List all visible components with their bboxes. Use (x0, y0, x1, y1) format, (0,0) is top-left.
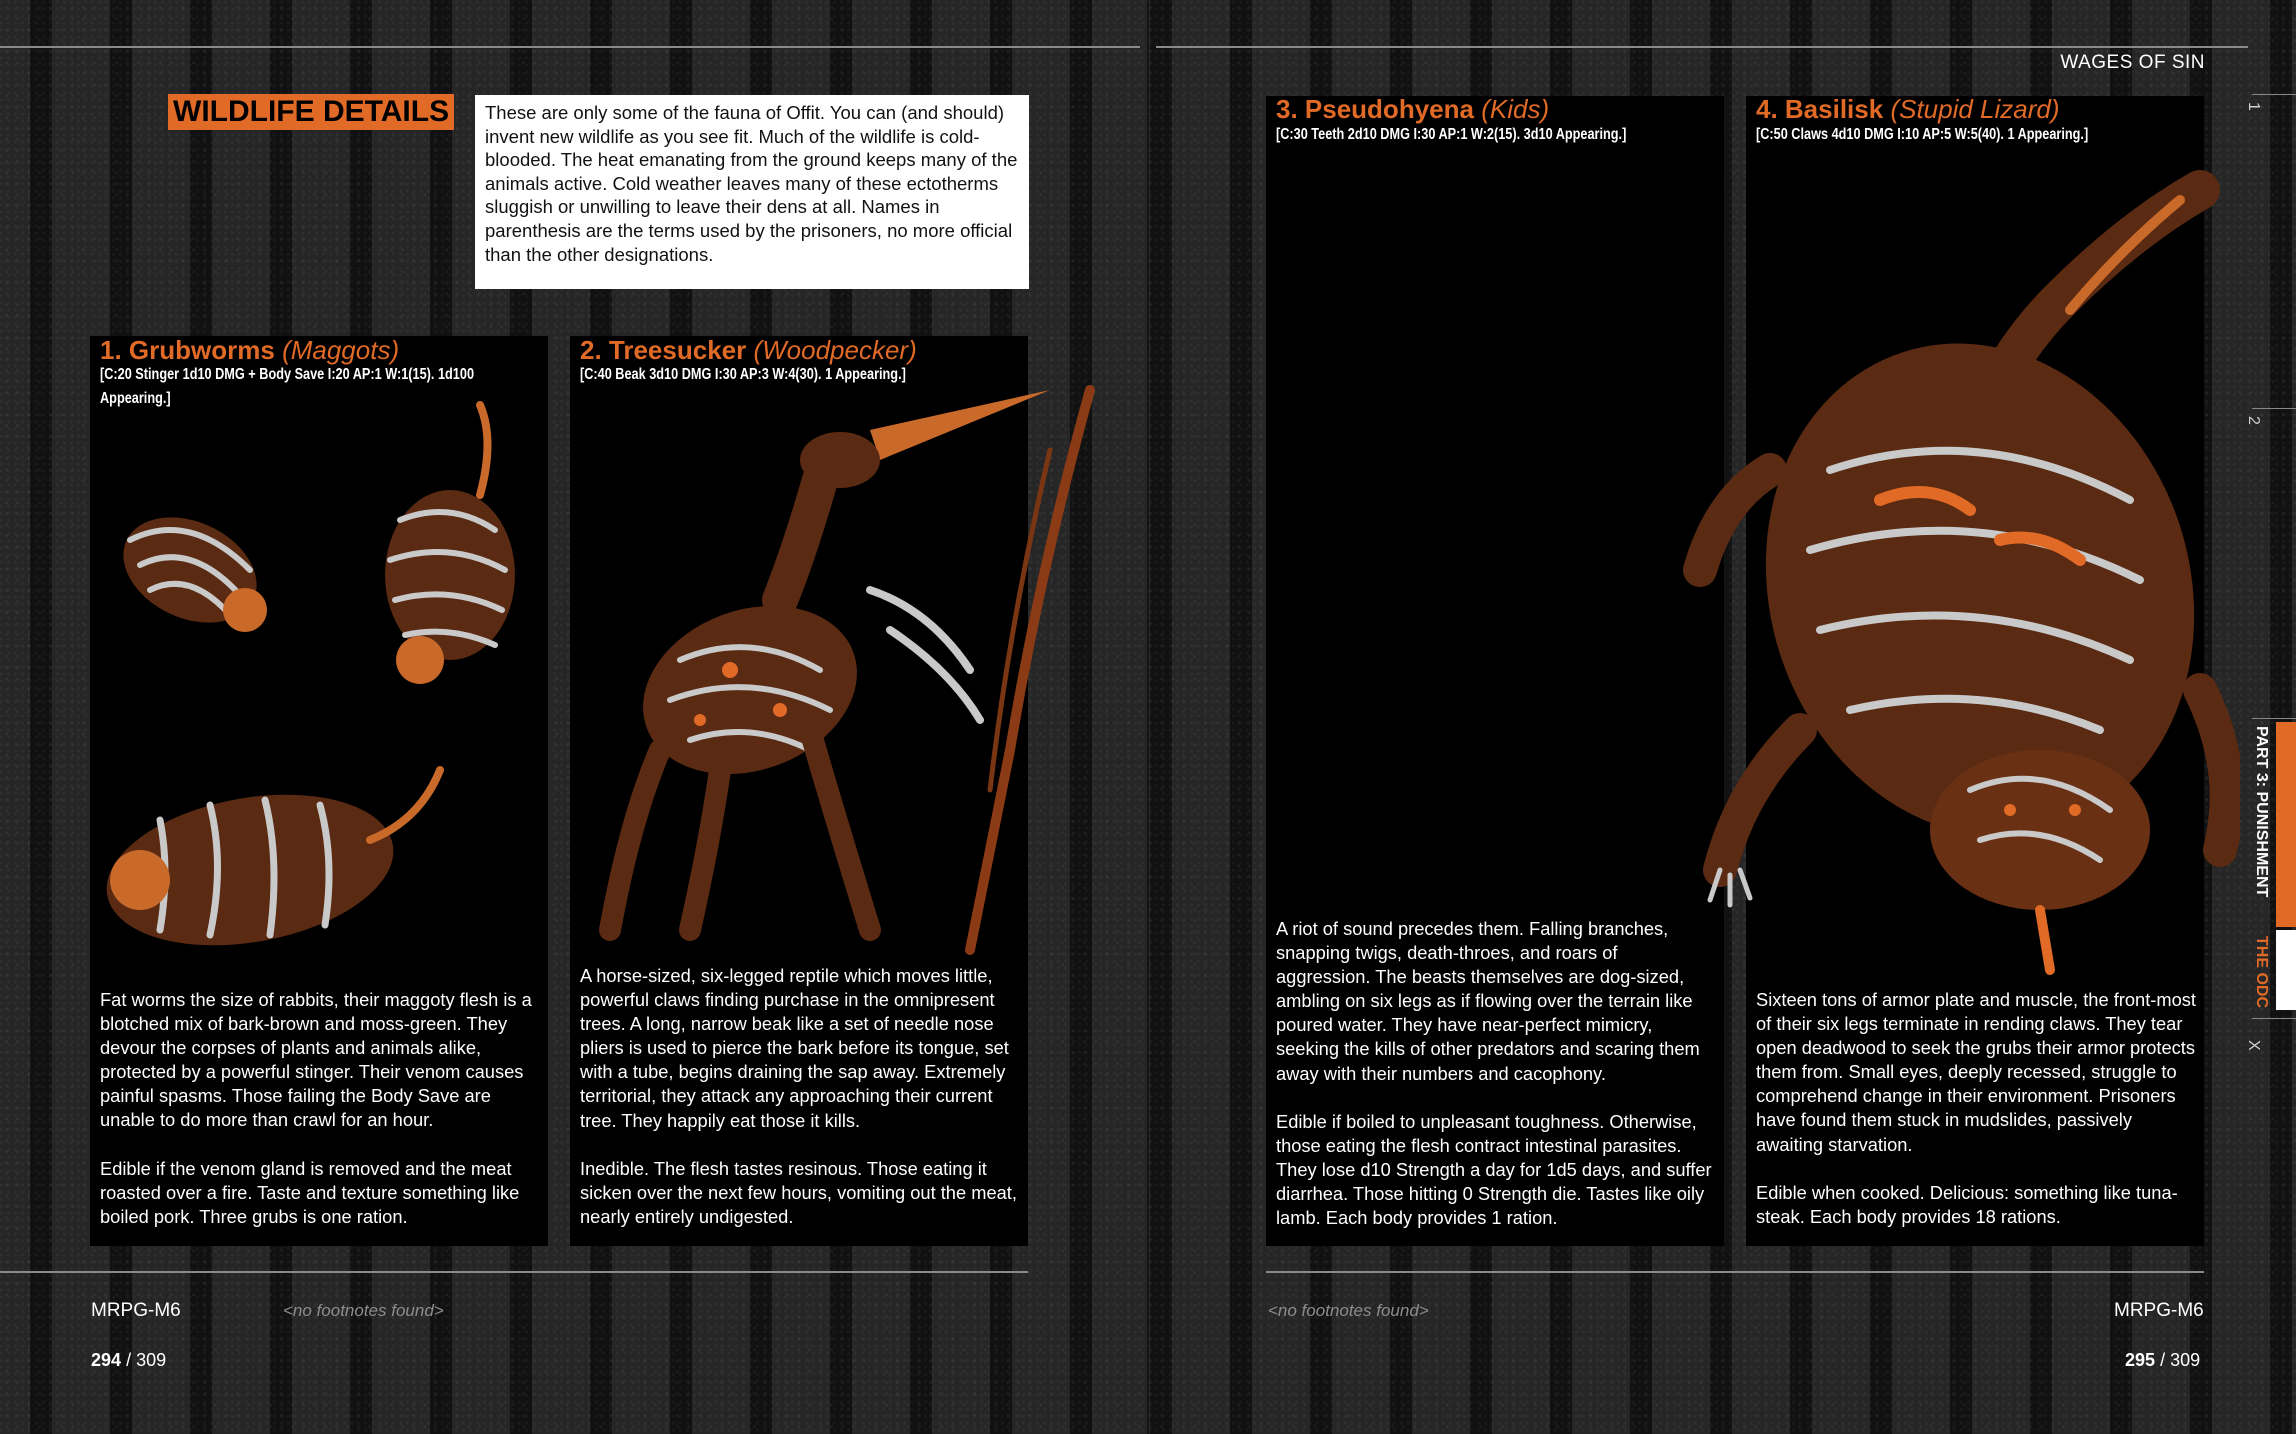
section-title: WILDLIFE DETAILS (168, 94, 454, 130)
footer-code-left: MRPG-M6 (91, 1300, 181, 1321)
creature-stats: [C:30 Teeth 2d10 DMG I:30 AP:1 W:2(15). 3d10 Appearing.] (1276, 126, 1627, 143)
creature-description (1756, 988, 2196, 1253)
page-number-right (2125, 1350, 2200, 1371)
intro-text: These are only some of the fauna of Offit. You can (and should) invent new wildlife as you see fit. Much of the wildlife is cold-blooded. The heat emanating from the ground keeps many of the animals active. Cold weather leaves many of these ectotherms sluggish or unwilling to leave their dens at all. Names in parenthesis are the terms used by the prisoners, no more official than the other designations. (475, 95, 1029, 289)
creature-title (100, 335, 399, 365)
basilisk-illustration (1680, 170, 2240, 990)
creature-title (1756, 94, 2060, 124)
active-chapter-marker (2276, 930, 2296, 1010)
creature-nickname: (Maggots) (282, 335, 400, 365)
creature-name: 1. Grubworms (100, 335, 275, 365)
side-tab-2[interactable]: 2 (2245, 416, 2262, 425)
creature-nickname: (Woodpecker) (753, 335, 917, 365)
creature-desc-1: Sixteen tons of armor plate and muscle, the front-most of their six legs terminate in rending claws. They tear open deadwood to seek the grubs their armor protects them from. Small eyes, deeply recessed, struggle to comprehend change in their environment. Prisoners have found them stuck in mudslides, passively awaiting starvation. (1756, 989, 2196, 1155)
side-tab-chapter[interactable]: THE ODC (2253, 936, 2270, 1008)
total-pages: / 309 (126, 1350, 167, 1370)
side-tab-part[interactable]: PART 3: PUNISHMENT (2253, 726, 2270, 898)
creature-desc-1: Fat worms the size of rabbits, their maggoty flesh is a blotched mix of bark-brown and moss-green. They devour the corpses of plants and animals alike, protected by a powerful stinger. Their venom causes painful spasms. Those failing the Body Save are unable to do more than crawl for an hour. (100, 989, 532, 1131)
creature-title (1276, 94, 1549, 124)
creature-stats: [C:50 Claws 4d10 DMG I:10 AP:5 W:5(40). 1 Appearing.] (1756, 126, 2089, 143)
creature-nickname: (Stupid Lizard) (1890, 94, 2060, 124)
book-spine (1147, 0, 1149, 1434)
creature-name: 3. Pseudohyena (1276, 94, 1474, 124)
creature-title (580, 335, 917, 365)
side-divider (2252, 718, 2296, 719)
treesucker-illustration (570, 370, 1110, 960)
current-page: 295 (2125, 1350, 2156, 1370)
top-rule-left (0, 46, 1140, 48)
creature-stats: [C:20 Stinger 1d10 DMG + Body Save I:20 AP:1 W:1(15). 1d100 Appearing.] (100, 366, 475, 407)
top-rule-right (1156, 46, 2248, 48)
creature-desc-2: Inedible. The flesh tastes resinous. Those eating it sicken over the next few hours, vomiting out the meat, nearly entirely undigested. (580, 1157, 1017, 1227)
side-tab-x[interactable]: X (2245, 1040, 2262, 1051)
creature-name: 2. Treesucker (580, 335, 747, 365)
current-page: 294 (91, 1350, 122, 1370)
creature-desc-1: A riot of sound precedes them. Falling branches, snapping twigs, death-throes, and roars of aggression. The beasts themselves are dog-sized, ambling on six legs as if flowing over the terrain like poured water. They have near-perfect mimicry, seeking the kills of other predators and scaring them away with their numbers and cacophony. (1276, 918, 1700, 1084)
footer-code-right: MRPG-M6 (2114, 1300, 2204, 1321)
creature-nickname: (Kids) (1481, 94, 1550, 124)
book-title: WAGES OF SIN (2060, 52, 2205, 73)
footnote-right: <no footnotes found> (1268, 1301, 1429, 1320)
bottom-rule-right (1266, 1271, 2204, 1273)
total-pages: / 309 (2160, 1350, 2201, 1370)
creature-description (1276, 917, 1716, 1254)
creature-desc-2: Edible if boiled to unpleasant toughness. Otherwise, those eating the flesh contract intestinal parasites. They lose d10 Strength a day for 1d5 days, and suffer diarrhea. Those hitting 0 Strength die. Tastes like oily lamb. Each body provides 1 ration. (1276, 1110, 1712, 1229)
creature-stats: [C:40 Beak 3d10 DMG I:30 AP:3 W:4(30). 1 Appearing.] (580, 366, 906, 383)
side-divider (2252, 1018, 2296, 1019)
creature-name: 4. Basilisk (1756, 94, 1884, 124)
creature-desc-2: Edible if the venom gland is removed and the meat roasted over a fire. Taste and texture something like boiled pork. Three grubs is one ration. (100, 1157, 520, 1227)
creature-desc-1: A horse-sized, six-legged reptile which moves little, powerful claws finding purchase in the omnipresent trees. A long, narrow beak like a set of needle nose pliers is used to pierce the bark before its tongue, set with a tube, begins draining the sap away. Extremely territorial, they attack any approaching their current tree. They happily eat those it kills. (580, 965, 1009, 1131)
side-divider (2252, 408, 2296, 409)
grubworms-illustration (40, 400, 550, 960)
active-part-marker (2276, 722, 2296, 927)
side-tab-1[interactable]: 1 (2245, 102, 2262, 111)
creature-description (100, 988, 540, 1253)
page-number-left (91, 1350, 166, 1371)
creature-desc-2: Edible when cooked. Delicious: something like tuna-steak. Each body provides 18 rations. (1756, 1181, 2178, 1227)
creature-description (580, 964, 1020, 1253)
footnote-left: <no footnotes found> (283, 1301, 444, 1320)
side-divider (2252, 94, 2296, 95)
bottom-rule-left (0, 1271, 1028, 1273)
